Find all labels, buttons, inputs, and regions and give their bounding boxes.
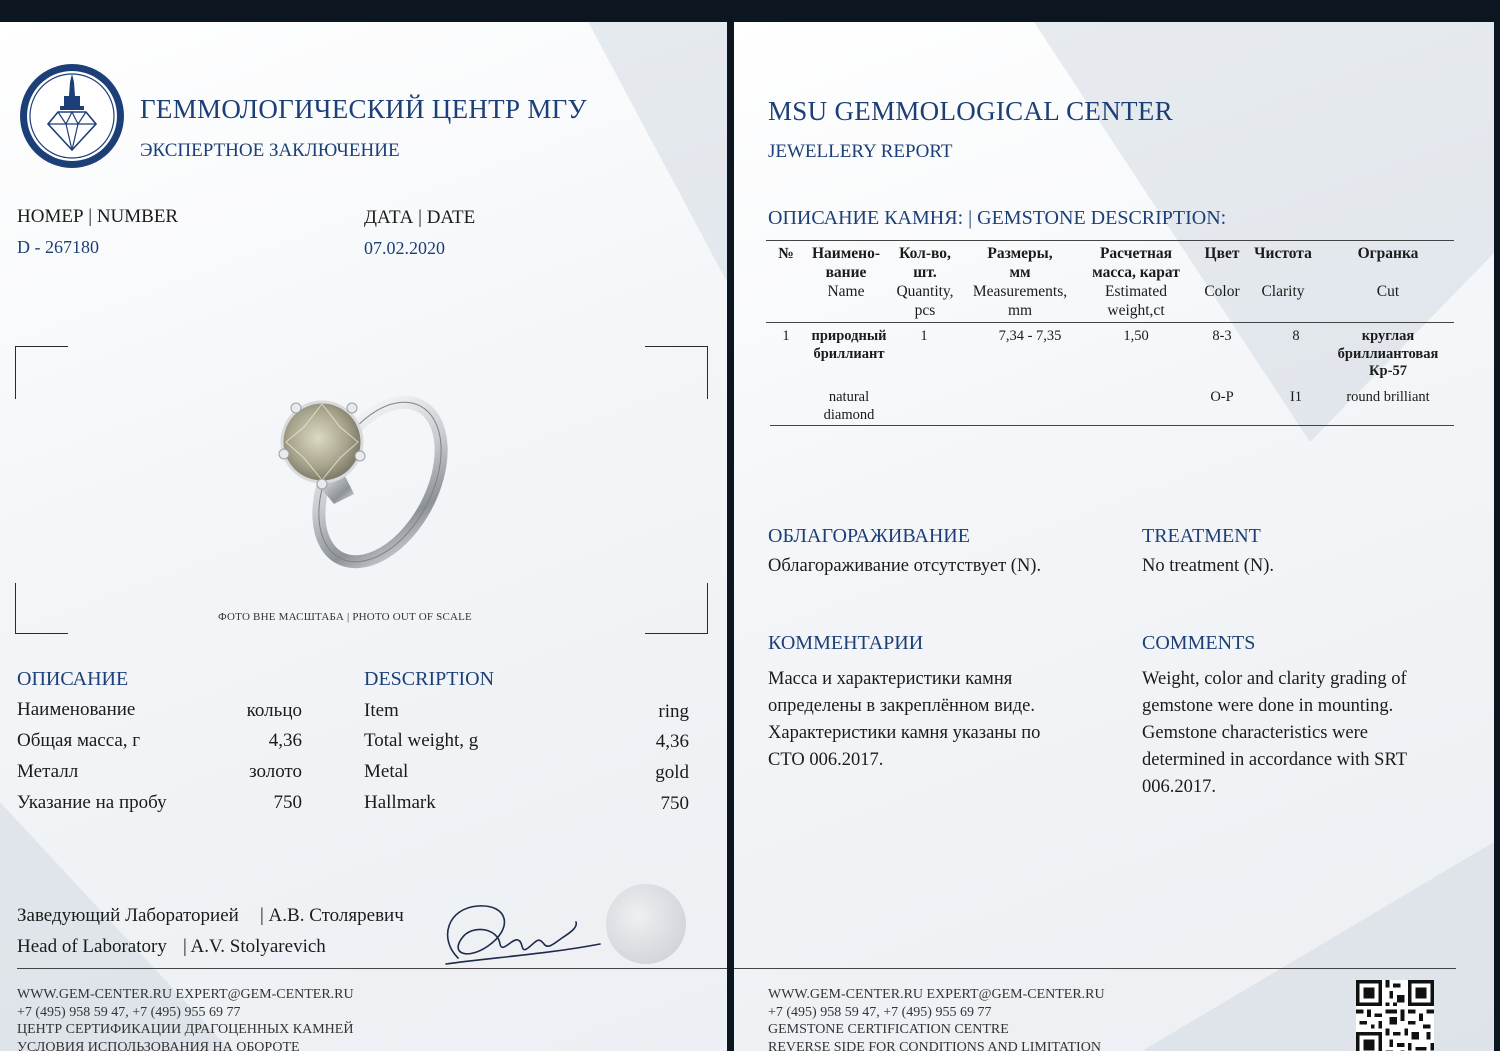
hologram-seal — [606, 884, 686, 964]
footer-info — [768, 986, 1105, 1051]
head-of-lab-ru: Заведующий Лабораторией — [17, 905, 239, 926]
description-value-ru: золото — [249, 761, 302, 782]
report-type-ru: ЭКСПЕРТНОЕ ЗАКЛЮЧЕНИЕ — [140, 140, 400, 161]
comments-text-ru: Масса и характеристики камня определены в закреплённом виде. Характеристики камня указаны по СТО 006.2017. — [768, 669, 1041, 770]
left-page — [0, 22, 727, 1051]
description-value-en: gold — [655, 762, 689, 783]
gemstone-description-heading: ОПИСАНИЕ КАМНЯ: | GEMSTONE DESCRIPTION: — [768, 207, 1227, 229]
footer-line: GEMSTONE CERTIFICATION CENTRE — [768, 1022, 1009, 1037]
ring-photo — [262, 382, 462, 572]
description-value-ru: 4,36 — [268, 730, 302, 751]
signature — [428, 898, 608, 970]
description-label-en: Hallmark — [364, 792, 436, 813]
description-value-en: 750 — [660, 793, 689, 814]
table-header-quantity: Кол-во, шт. Quantity, pcs — [896, 245, 954, 319]
description-value-en: ring — [658, 701, 689, 722]
table-header-color: Цвет Color — [1204, 245, 1240, 300]
table-cell-name-en: natural diamond — [823, 389, 875, 423]
description-label-en: Metal — [364, 761, 409, 782]
treatment-text-en: No treatment (N). — [1142, 556, 1275, 576]
table-cell-no: 1 — [782, 328, 790, 344]
treatment-heading-en: TREATMENT — [1142, 525, 1261, 547]
footer-line: REVERSE SIDE FOR CONDITIONS AND LIMITATION — [768, 1039, 1101, 1051]
msu-logo-icon — [18, 62, 126, 170]
table-cell-clarity-en: I1 — [1289, 389, 1303, 405]
description-label-ru: Общая масса, г — [17, 730, 141, 751]
photo-frame-corner — [15, 583, 68, 634]
head-of-lab-en: Head of Laboratory — [17, 936, 167, 957]
footer-divider — [17, 968, 727, 969]
table-top-rule — [766, 240, 1454, 241]
number-value: D - 267180 — [17, 237, 99, 257]
right-page — [734, 22, 1494, 1051]
comments-heading-en: COMMENTS — [1142, 632, 1256, 654]
table-bottom-rule — [770, 425, 1454, 426]
photo-frame-corner — [15, 346, 68, 399]
table-header-clarity: Чистота Clarity — [1254, 245, 1312, 300]
table-cell-name-ru: природный бриллиант — [811, 328, 887, 362]
description-label-ru: Указание на пробу — [17, 792, 167, 813]
footer-info — [17, 986, 354, 1051]
footer-line: WWW.GEM-CENTER.RU EXPERT@GEM-CENTER.RU — [17, 987, 354, 1002]
treatment-heading-ru: ОБЛАГОРАЖИВАНИЕ — [768, 525, 970, 547]
table-cell-weight: 1,50 — [1123, 328, 1149, 344]
description-label-en: Total weight, g — [364, 730, 479, 751]
description-value-en: 4,36 — [655, 731, 689, 752]
footer-line: УСЛОВИЯ ИСПОЛЬЗОВАНИЯ НА ОБОРОТЕ — [17, 1039, 300, 1051]
footer-line: +7 (495) 958 59 47, +7 (495) 955 69 77 — [768, 1004, 992, 1020]
table-cell-measurements: 7,34 - 7,35 — [998, 328, 1062, 344]
footer-divider — [734, 968, 1456, 969]
photo-frame-corner — [645, 583, 708, 634]
description-value-ru: 750 — [273, 792, 302, 813]
photo-frame-corner — [645, 346, 708, 399]
treatment-text-ru: Облагораживание отсутствует (N). — [768, 556, 1042, 576]
description-label-ru: Металл — [17, 761, 79, 782]
table-header-no: № — [778, 245, 794, 262]
head-of-lab-name-en: | A.V. Stolyarevich — [183, 936, 326, 957]
head-of-lab-name-ru: | А.В. Столяревич — [260, 905, 404, 926]
report-type-en: JEWELLERY REPORT — [768, 141, 953, 162]
photo-caption: ФОТО ВНЕ МАСШТАБА | PHOTO OUT OF SCALE — [218, 611, 472, 623]
date-value: 07.02.2020 — [364, 238, 445, 258]
description-heading-en: DESCRIPTION — [364, 668, 495, 690]
description-value-ru: кольцо — [246, 700, 302, 721]
table-header-weight: Расчетная масса, карат Estimated weight,ct — [1092, 245, 1180, 319]
number-label: НОМЕР | NUMBER — [17, 206, 179, 227]
table-header-measurements: Размеры, мм Measurements, mm — [972, 245, 1068, 319]
table-cell-cut-en: round brilliant — [1346, 389, 1430, 405]
description-heading-ru: ОПИСАНИЕ — [17, 668, 129, 690]
table-cell-cut-ru: круглая бриллиантовая Кр-57 — [1337, 328, 1439, 379]
qr-code-icon — [1356, 980, 1434, 1051]
table-cell-color-ru: 8-3 — [1212, 328, 1232, 344]
table-header-name: Наимено- вание Name — [811, 245, 881, 300]
comments-heading-ru: КОММЕНТАРИИ — [768, 632, 924, 654]
comments-text-en: Weight, color and clarity grading of gemstone were done in mounting. Gemstone characteristics were determined in accordance with SRT 006.2017. — [1142, 669, 1407, 797]
center-title-ru: ГЕММОЛОГИЧЕСКИЙ ЦЕНТР МГУ — [140, 94, 587, 124]
description-label-ru: Наименование — [17, 699, 136, 720]
footer-line: +7 (495) 958 59 47, +7 (495) 955 69 77 — [17, 1004, 241, 1020]
description-label-en: Item — [364, 700, 399, 721]
footer-line: ЦЕНТР СЕРТИФИКАЦИИ ДРАГОЦЕННЫХ КАМНЕЙ — [17, 1022, 354, 1037]
center-title-en: MSU GEMMOLOGICAL CENTER — [768, 96, 1173, 126]
date-label: ДАТА | DATE — [364, 207, 476, 228]
table-header-cut: Огранка Cut — [1357, 245, 1419, 300]
table-header-rule — [766, 322, 1454, 323]
table-cell-color-en: O-P — [1210, 389, 1234, 405]
table-cell-quantity: 1 — [920, 328, 928, 344]
footer-line: WWW.GEM-CENTER.RU EXPERT@GEM-CENTER.RU — [768, 987, 1105, 1002]
table-cell-clarity-ru: 8 — [1292, 328, 1300, 344]
